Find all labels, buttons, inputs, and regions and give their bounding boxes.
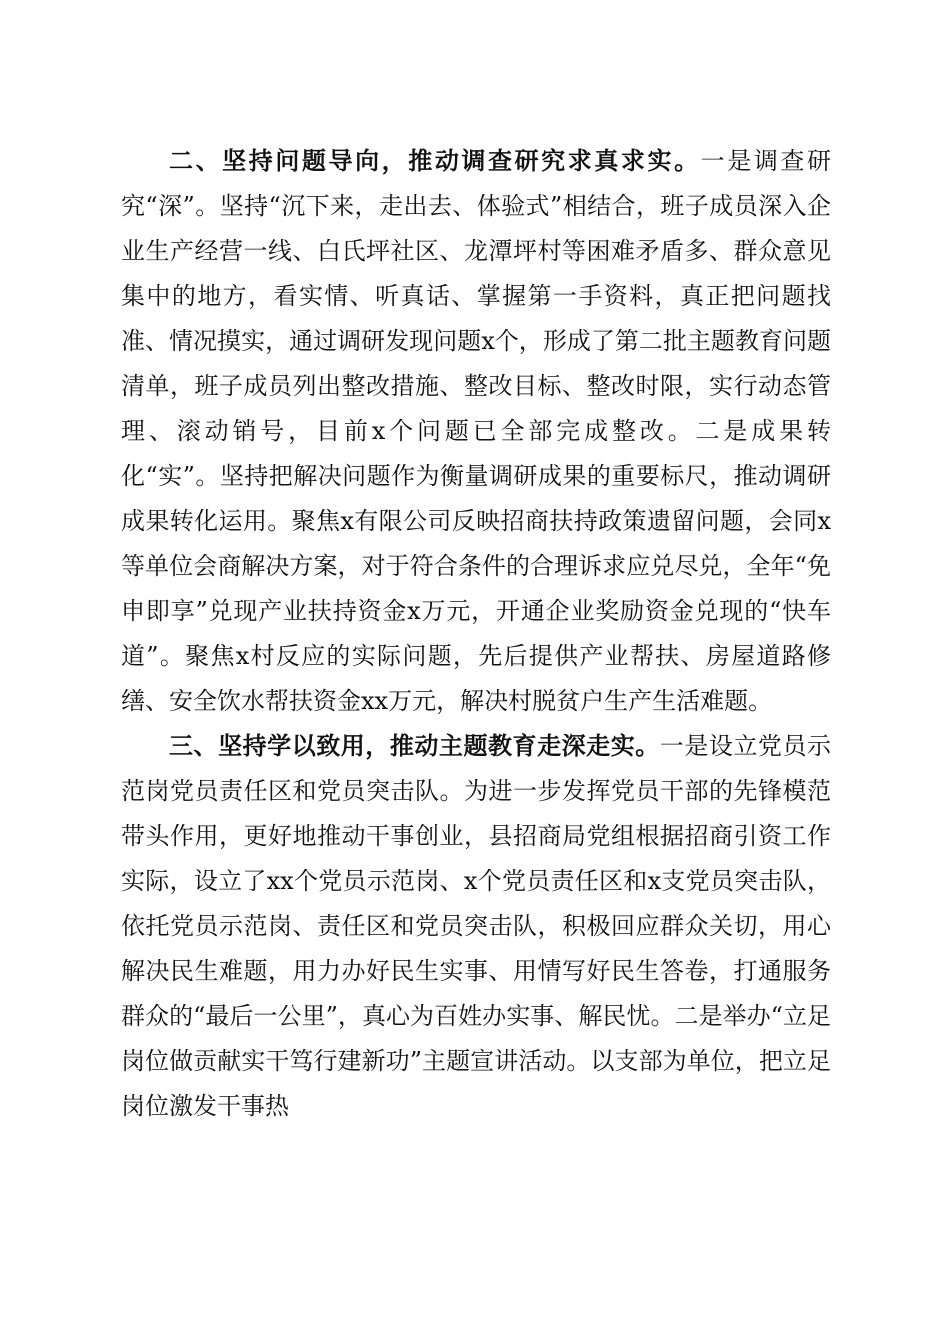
paragraph-problem-orientation [121,139,831,724]
paragraph-apply-learning [121,724,831,1129]
paragraph-body: 一是调查研究“深”。坚持“沉下来，走出去、体验式”相结合，班子成员深入企业生产经营一线、白氏坪社区、龙潭坪村等困难矛盾多、群众意见集中的地方，看实情、听真话、掌握第一手资料，真正把问题找准、情况摸实，通过调研发现问题x个，形成了第二批主题教育问题清单，班子成员列出整改措施、整改目标、整改时限，实行动态管理、滚动销号，目前x个问题已全部完成整改。二是成果转化“实”。坚持把解决问题作为衡量调研成果的重要标尺，推动调研成果转化运用。聚焦x有限公司反映招商扶持政策遗留问题，会同x等单位会商解决方案，对于符合条件的合理诉求应兑尽兑，全年“免申即享”兑现产业扶持资金x万元，开通企业奖励资金兑现的“快车道”。聚焦x村反应的实际问题，先后提供产业帮扶、房屋道路修缮、安全饮水帮扶资金xx万元，解决村脱贫户生产生活难题。 [121,147,832,715]
paragraph-heading: 三、坚持学以致用，推动主题教育走深走实。 [169,732,660,760]
document-page [121,139,831,1129]
paragraph-heading: 二、坚持问题导向，推动调查研究求真求实。 [169,147,701,175]
paragraph-body: 一是设立党员示范岗党员责任区和党员突击队。为进一步发挥党员干部的先锋模范带头作用，更好地推动干事创业，县招商局党组根据招商引资工作实际，设立了xx个党员示范岗、x个党员责任区和x支党员突击队，依托党员示范岗、责任区和党员突击队，积极回应群众关切，用心解决民生难题，用力办好民生实事、用情写好民生答卷，打通服务群众的“最后一公里”，真心为百姓办实事、解民忧。二是举办“立足岗位做贡献实干笃行建新功”主题宣讲活动。以支部为单位，把立足岗位激发干事热 [121,732,832,1120]
